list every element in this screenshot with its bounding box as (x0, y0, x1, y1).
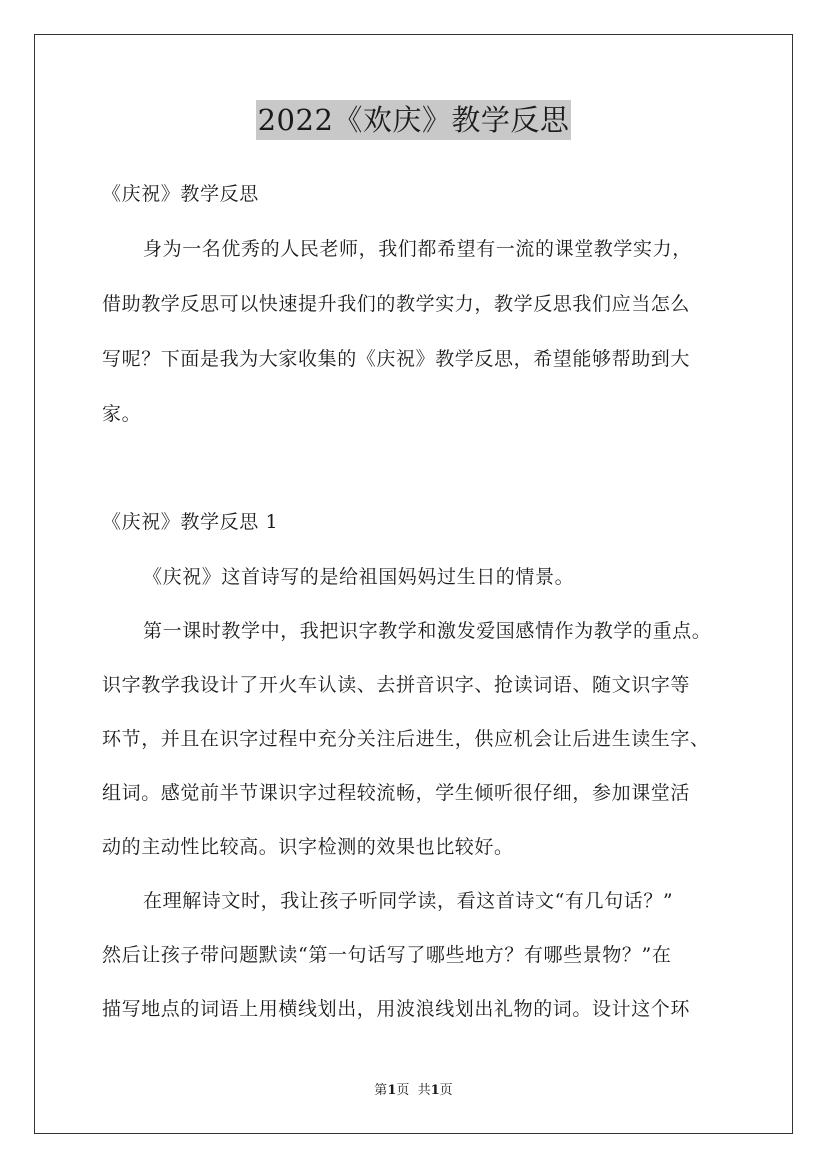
paragraph-line: 动的主动性比较高。识字检测的效果也比较好。 (102, 836, 514, 858)
paragraph-line: 身为一名优秀的人民老师，我们都希望有一流的课堂教学实力， (143, 238, 692, 260)
paragraph-line: 写呢？下面是我为大家收集的《庆祝》教学反思，希望能够帮助到大 (102, 348, 691, 370)
footer-page-current: 1 (387, 1083, 397, 1098)
paragraph-line: 在理解诗文时，我让孩子听同学读，看这首诗文“有几句话？” (143, 890, 674, 912)
paragraph-line: 借助教学反思可以快速提升我们的教学实力，教学反思我们应当怎么 (102, 293, 691, 315)
section-heading: 《庆祝》教学反思 (102, 183, 259, 205)
footer-page-total: 1 (430, 1083, 440, 1098)
footer-page-suffix: 页 (439, 1083, 453, 1098)
footer-page-prefix: 第 (374, 1083, 388, 1098)
section-heading: 《庆祝》教学反思 1 (102, 511, 279, 533)
paragraph-line: 识字教学我设计了开火车认读、去拼音识字、抢读词语、随文识字等 (102, 674, 691, 696)
paragraph-line: 第一课时教学中，我把识字教学和激发爱国感情作为教学的重点。 (143, 620, 712, 642)
paragraph-line: 环节，并且在识字过程中充分关注后进生，供应机会让后进生读生字、 (102, 728, 710, 750)
page-footer (0, 1082, 827, 1100)
paragraph-line: 家。 (102, 403, 142, 425)
document-title: 2022《欢庆》教学反思 (256, 100, 572, 140)
paragraph-line: 描写地点的词语上用横线划出，用波浪线划出礼物的词。设计这个环 (102, 998, 691, 1020)
paragraph-line: 组词。感觉前半节课识字过程较流畅，学生倾听很仔细，参加课堂活 (102, 782, 691, 804)
title-container (0, 100, 827, 140)
paragraph-line: 《庆祝》这首诗写的是给祖国妈妈过生日的情景。 (143, 566, 575, 588)
paragraph-line: 然后让孩子带问题默读“第一句话写了哪些地方？有哪些景物？”在 (102, 944, 672, 966)
footer-page-mid: 页 共 (396, 1083, 431, 1098)
